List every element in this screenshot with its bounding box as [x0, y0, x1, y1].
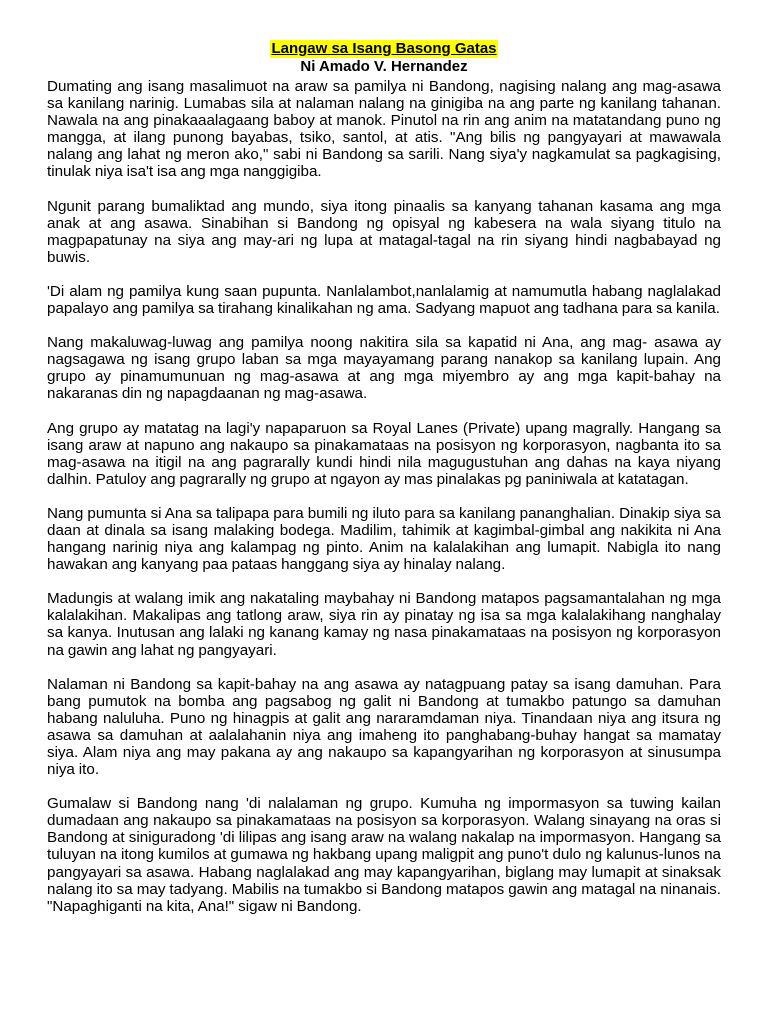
- paragraph-9: Gumalaw si Bandong nang 'di nalalaman ng grupo. Kumuha ng impormasyon sa tuwing kailan dumadaan ang nakaupo sa pinakamataas na posisyon sa korporasyon. Walang sinayang na oras si Bandong at siniguradong 'di lilipas ang isang araw na walang nakalap na impormasyon. Hangang sa tuluyan na itong kumilos at gumawa ng hakbang upang maligpit ang puno't dulo ng kalunus-lunos na pangyayari sa asawa. Habang naglalakad ang may kapangyarihan, biglang may lumapit at sinaksak nalang ito sa may tadyang. Mabilis na tumakbo si Bandong matapos gawin ang matagal na ninanais. "Napaghiganti na kita, Ana!" sigaw ni Bandong.: [47, 795, 721, 915]
- paragraph-3: 'Di alam ng pamilya kung saan pupunta. Nanlalambot,nanlalamig at namumutla habang naglalakad papalayo ang pamilya sa tirahang kinalikahan ng ama. Sadyang mapuot ang tadhana para sa kanila.: [47, 282, 721, 318]
- paragraph-5: Ang grupo ay matatag na lagi'y napaparuon sa Royal Lanes (Private) upang magrally. Hangang sa isang araw at napuno ang nakaupo sa pinakamataas na posisyon ng korporasyon, nagbanta ito sa mag-asawa na itigil na ang pagrarally kundi hindi nila magugustuhan ang dahas na kaya niyang dalhin. Patuloy ang pagrarally ng grupo at ngayon ay mas pinalakas pg paniniwala at katatagan.: [47, 419, 721, 488]
- document-header: [47, 40, 721, 75]
- document-author: Ni Amado V. Hernandez: [300, 58, 468, 75]
- document-body: [47, 78, 721, 915]
- paragraph-6: Nang pumunta si Ana sa talipapa para bumili ng iluto para sa kanilang pananghalian. Dinakip siya sa daan at dinala sa isang malaking bodega. Madilim, tahimik at kagimbal-gimbal ang nakikita ni Ana hangang narinig niya ang kalampag ng pinto. Anim na kalalakihan ang lumapit. Nabigla ito nang hawakan ang kanyang paa pataas hanggang siya ay hinalay nalang.: [47, 504, 721, 574]
- paragraph-1: Dumating ang isang masalimuot na araw sa pamilya ni Bandong, nagising nalang ang mag-asawa sa kanilang narinig. Lumabas sila at nalaman nalang na ginigiba na ang parte ng kanilang tahanan. Nawala na ang pinakaaalagaang baboy at manok. Pinutol na rin ang anim na matatandang puno ng mangga, at ilang punong bayabas, tsiko, santol, at atis. "Ang bilis ng pangyayari at mawawala nalang ang lahat ng meron ako," sabi ni Bandong sa sarili. Nang siya'y nagkamulat sa pagkagising, tinulak niya isa't isa ang mga nanggigiba.: [47, 78, 721, 181]
- paragraph-2: Ngunit parang bumaliktad ang mundo, siya itong pinaalis sa kanyang tahanan kasama ang mga anak at ang asawa. Sinabihan si Bandong ng opisyal ng kabesera na wala siyang titulo na magpapatunay na siya ang may-ari ng lupa at matagal-tagal na rin siyang hindi nagbabayad ng buwis.: [47, 197, 721, 266]
- paragraph-4: Nang makaluwag-luwag ang pamilya noong nakitira sila sa kapatid ni Ana, ang mag- asawa ay nagsagawa ng isang grupo laban sa mga mayayamang parang nanakop sa kanilang lupain. Ang grupo ay pinamumunuan ng mag-asawa at ang mga miyembro ay ang mga kapit-bahay na nakaranas din ng napagdaanan ng mag-asawa.: [47, 334, 721, 403]
- document-title: Langaw sa Isang Basong Gatas: [271, 40, 497, 57]
- paragraph-7: Madungis at walang imik ang nakataling maybahay ni Bandong matapos pagsamantalahan ng mga kalalakihan. Makalipas ang tatlong araw, siya rin ay pinatay ng isa sa mga kalalakihang nanghalay sa kanya. Inutusan ang lalaki ng kanang kamay ng nasa pinakamataas na posisyon ng korporasyon na gawin ang lahat ng pangyayari.: [47, 590, 721, 659]
- paragraph-8: Nalaman ni Bandong sa kapit-bahay na ang asawa ay natagpuang patay sa isang damuhan. Para bang pumutok na bomba ang pagsabog ng galit ni Bandong at tumakbo patungo sa damuhan habang naluluha. Puno ng hinagpis at galit ang nararamdaman niya. Tinandaan niya ang itsura ng asawa sa damuhan at aalalahanin niya ang imaheng ito panghabang-buhay hangat sa mamatay siya. Alam niya ang may pakana ay ang nakaupo sa kapangyarihan ng korporasyon at sinusumpa niya ito.: [47, 675, 721, 779]
